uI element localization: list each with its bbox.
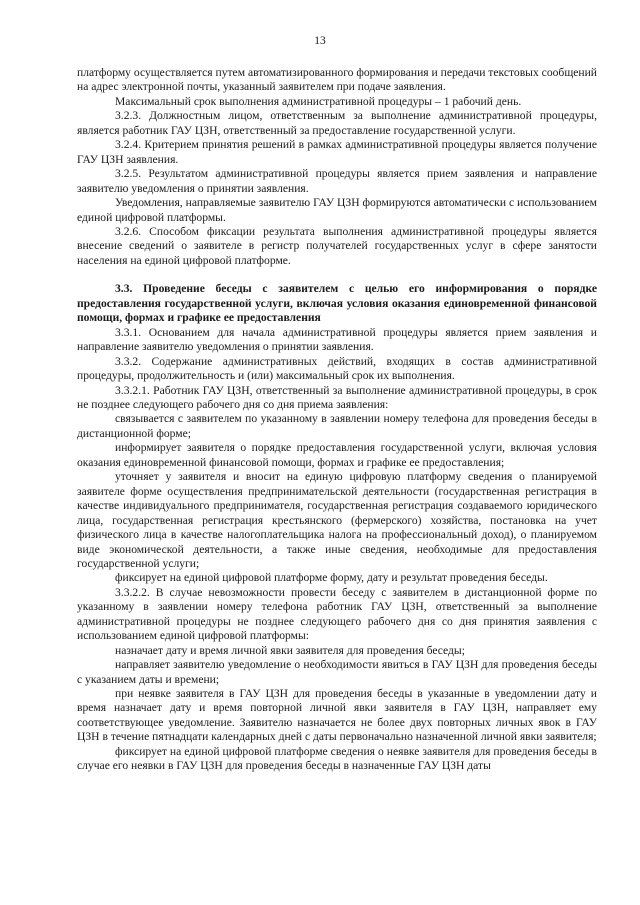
- paragraph: 3.2.6. Способом фиксации результата выполнения административной процедуры является внесение сведений о заявителе в регистр получателей государственных услуг в сфере занятости населения на единой цифровой платформе.: [77, 224, 597, 267]
- paragraph: 3.3.2.1. Работник ГАУ ЦЗН, ответственный за выполнение административной процедуры, в срок не позднее следующего рабочего дня со дня приема заявления:: [77, 383, 597, 411]
- paragraph: уточняет у заявителя и вносит на единую цифровую платформу сведения о планируемой заявителе форме осуществления предпринимательской деятельности (государственная регистрация в качестве индивидуального предпринимателя, государственная регистрация создаваемого юридического лица, государственная регистрация крестьянского (фермерского) хозяйства, постановка на учет физического лица в качестве налогоплательщика налога на профессиональный доход), о планируемом виде экономической деятельности, а также иные сведения, необходимые для предоставления государственной услуги;: [77, 470, 597, 570]
- paragraph: направляет заявителю уведомление о необходимости явиться в ГАУ ЦЗН для проведения беседы с указанием даты и времени;: [77, 658, 597, 686]
- paragraph: платформу осуществляется путем автоматизированного формирования и передачи текстовых сообщений на адрес электронной почты, указанный заявителем при подаче заявления.: [77, 66, 597, 94]
- document-body: [77, 66, 597, 774]
- paragraph: информирует заявителя о порядке предоставления государственной услуги, включая условия оказания единовременной финансовой помощи, формах и графике ее предоставления;: [77, 441, 597, 469]
- paragraph: связывается с заявителем по указанному в заявлении номеру телефона для проведения беседы в дистанционной форме;: [77, 412, 597, 440]
- paragraph: 3.3.2.2. В случае невозможности провести беседу с заявителем в дистанционной форме по указанному в заявлении номеру телефона работник ГАУ ЦЗН, ответственный за выполнение административной процедуры не позднее следующего рабочего дня со дня принятия заявления с использованием единой цифровой платформы:: [77, 585, 597, 643]
- paragraph: 3.3.2. Содержание административных действий, входящих в состав административной процедуры, продолжительность и (или) максимальный срок их выполнения.: [77, 354, 597, 383]
- paragraph: назначает дату и время личной явки заявителя для проведения беседы;: [115, 643, 465, 657]
- paragraph: Максимальный срок выполнения административной процедуры – 1 рабочий день.: [115, 94, 522, 108]
- paragraph: при неявке заявителя в ГАУ ЦЗН для проведения беседы в указанные в уведомлении дату и время назначает дату и время повторной личной явки заявителя в ГАУ ЦЗН, направляет ему соответствующее уведомление. Заявителю назначается не более двух повторных личных явок в ГАУ ЦЗН в течение пятнадцати календарных дней с даты первоначально назначенной личной явки заявителя;: [77, 687, 597, 744]
- paragraph: 3.2.4. Критерием принятия решений в рамках административной процедуры является получение ГАУ ЦЗН заявления.: [77, 138, 597, 166]
- page-number: 13: [314, 35, 326, 47]
- paragraph: фиксирует на единой цифровой платформе сведения о неявке заявителя для проведения беседы в случае его неявки в ГАУ ЦЗН для проведения беседы в назначенные ГАУ ЦЗН даты: [77, 744, 597, 773]
- paragraph: фиксирует на единой цифровой платформе форму, дату и результат проведения беседы.: [115, 571, 548, 585]
- section-heading: 3.3. Проведение беседы с заявителем с целью его информирования о порядке предоставления государственной услуги, включая условия оказания единовременной финансовой помощи, формах и графике ее предоставления: [77, 282, 597, 325]
- paragraph: 3.2.5. Результатом административной процедуры является прием заявления и направление заявителю уведомления о принятии заявления.: [77, 167, 597, 195]
- paragraph: Уведомления, направляемые заявителю ГАУ ЦЗН формируются автоматически с использованием единой цифровой платформы.: [77, 196, 597, 224]
- paragraph: 3.3.1. Основанием для начала административной процедуры является прием заявления и направление заявителю уведомления о принятии заявления.: [77, 325, 597, 354]
- paragraph: 3.2.3. Должностным лицом, ответственным за выполнение административной процедуры, является работник ГАУ ЦЗН, ответственный за предоставление государственной услуги.: [77, 109, 597, 137]
